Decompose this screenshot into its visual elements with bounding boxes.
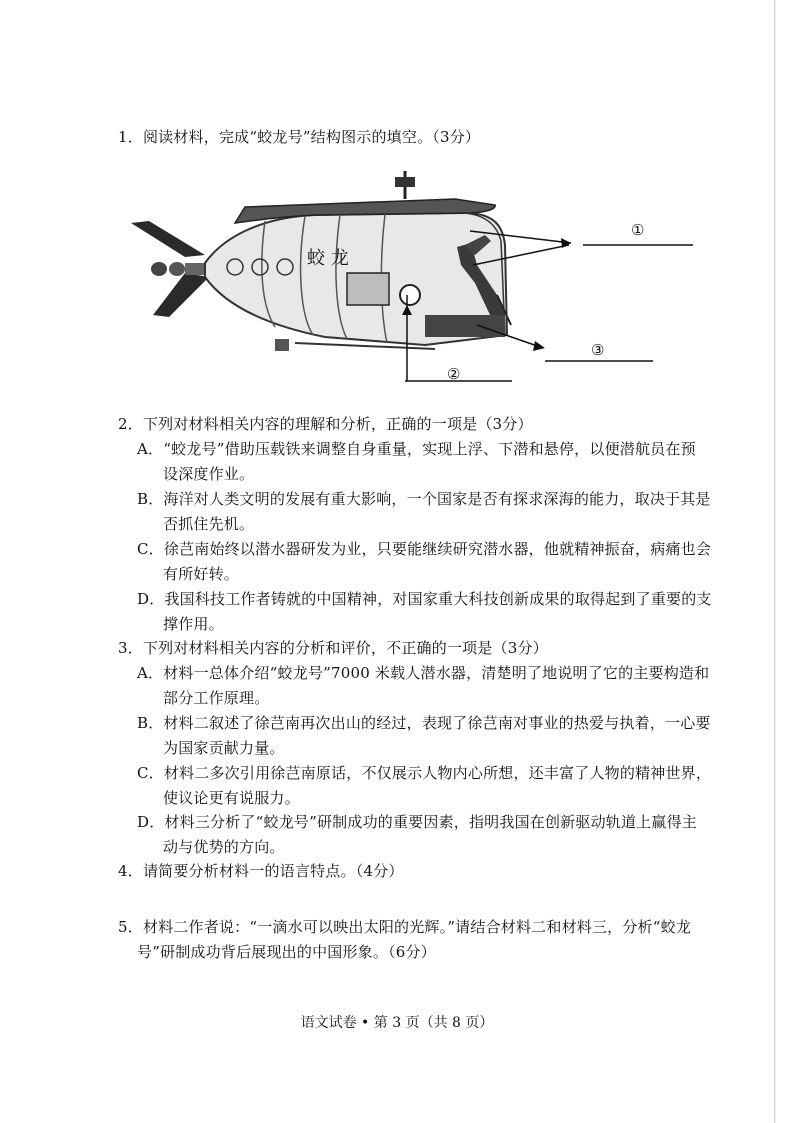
q3-option-c-cont: 使议论更有说服力。 — [163, 789, 300, 807]
hull-lettering: 蛟 龙 — [307, 248, 349, 269]
q2-option-c-cont: 有所好转。 — [163, 565, 240, 583]
marker-1: ① — [631, 221, 645, 239]
q3-option-a: A．材料一总体介绍“蛟龙号”7000 米载人潜水器，清楚明了地说明了它的主要构造和 — [137, 664, 710, 682]
q3-option-c: C．材料二多次引用徐芑南原话，不仅展示人物内心所想，还丰富了人物的精神世界， — [137, 764, 712, 782]
question-2-stem: 2．下列对材料相关内容的理解和分析，正确的一项是（3分） — [118, 415, 533, 433]
upper-tail-fin — [131, 221, 205, 257]
q2-option-a-cont: 设深度作业。 — [163, 465, 255, 483]
q3-option-b-cont: 为国家贡献力量。 — [163, 739, 285, 757]
question-5-cont: 号”研制成功背后展现出的中国形象。（6分） — [137, 943, 436, 961]
page-footer: 语文试卷 • 第 3 页（共 8 页） — [300, 1015, 494, 1031]
lower-tail-fin — [153, 273, 209, 317]
propeller-right — [169, 262, 185, 276]
q3-option-d-cont: 动与优势的方向。 — [163, 838, 285, 856]
marker-3: ③ — [591, 341, 605, 359]
q2-option-b-cont: 否抓住先机。 — [163, 515, 255, 533]
q3-option-b: B．材料二叙述了徐芑南再次出山的经过，表现了徐芑南对事业的热爱与执着，一心要 — [137, 714, 711, 732]
page-edge-shadow — [774, 0, 776, 1123]
q2-option-a: A．“蛟龙号”借助压载铁来调整自身重量，实现上浮、下潜和悬停，以便潜航员在预 — [137, 440, 696, 458]
marker-2: ② — [447, 365, 461, 383]
question-4: 4．请简要分析材料一的语言特点。（4分） — [118, 862, 404, 880]
q3-option-d: D．材料三分析了“蛟龙号”研制成功的重要因素，指明我国在创新驱动轨道上赢得主 — [137, 813, 697, 831]
q2-option-b: B．海洋对人类文明的发展有重大影响，一个国家是否有探求深海的能力，取决于其是 — [137, 490, 711, 508]
jiaolong-diagram — [125, 165, 715, 395]
propeller-left — [151, 262, 167, 276]
submarine-illustration — [125, 165, 715, 395]
q3-option-a-cont: 部分工作原理。 — [163, 689, 270, 707]
sampling-basket — [425, 315, 505, 337]
q2-option-d: D．我国科技工作者铸就的中国精神，对国家重大科技创新成果的取得起到了重要的支 — [137, 590, 712, 608]
q2-option-d-cont: 撑作用。 — [163, 615, 224, 633]
question-1: 1．阅读材料，完成“蛟龙号”结构图示的填空。（3分） — [118, 128, 481, 146]
viewport-frame — [347, 273, 389, 305]
question-3-stem: 3．下列对材料相关内容的分析和评价，不正确的一项是（3分） — [118, 639, 548, 657]
viewport — [400, 285, 420, 305]
q2-option-c: C．徐芑南始终以潜水器研发为业，只要能继续研究潜水器，他就精神振奋，病痛也会 — [137, 540, 712, 558]
question-5: 5．材料二作者说：“一滴水可以映出太阳的光辉。”请结合材料二和材料三，分析“蛟龙 — [118, 918, 692, 936]
